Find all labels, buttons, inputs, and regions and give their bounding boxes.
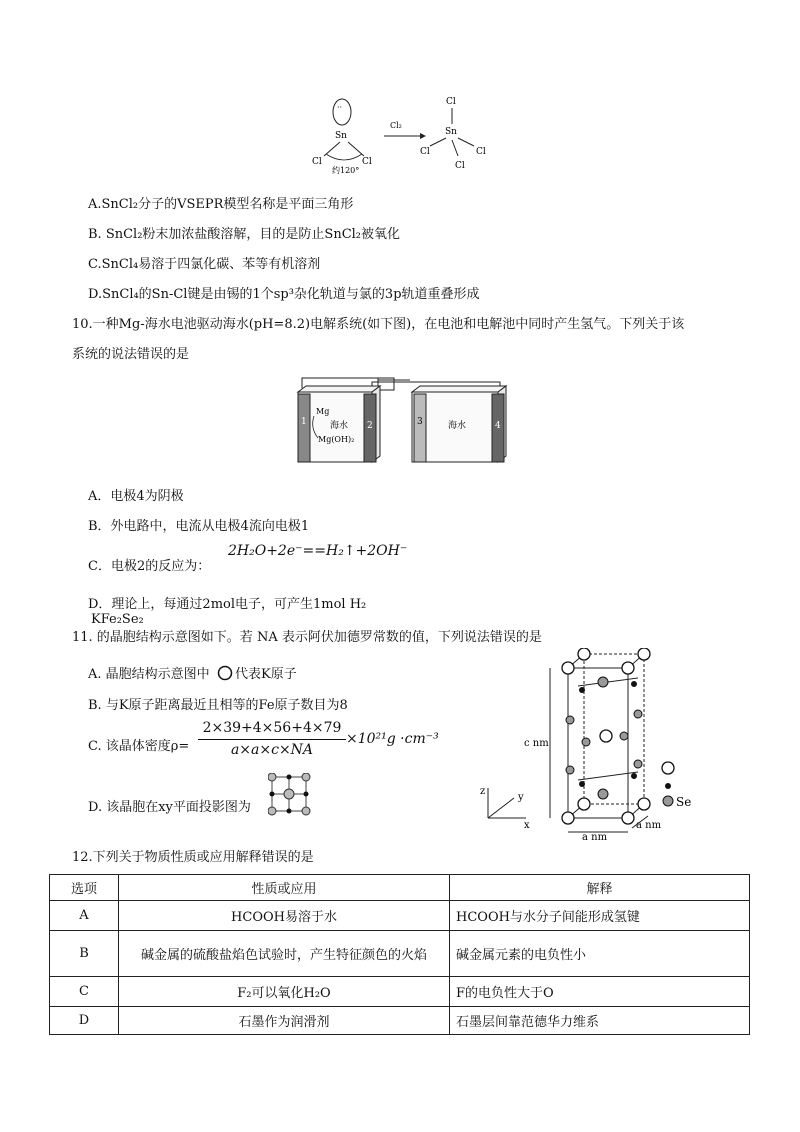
sn-cl-bond [458,138,474,146]
sn-cl-bond [452,140,458,156]
q10-option-d: D．理论上，每通过2mol电子，可产生1mol H₂ [88,597,367,612]
table-cell: HCOOH与水分子间能形成氢键 [450,901,750,931]
q11-option-c-label: C. 该晶体密度ρ= [88,739,190,754]
angle-arc [326,154,362,160]
q11-option-a-post: 代表K原子 [235,667,297,682]
xy-projection-figure [268,773,312,819]
electrode-1-label: 1 [301,417,307,427]
table-row [50,901,750,931]
q11-formula: KFe₂Se₂ [91,612,144,627]
table-cell: B [50,931,119,977]
table-header: 选项 [50,875,119,901]
table-cell: C [50,977,119,1007]
q9-option-c: C.SnCl₄易溶于四氯化碳、苯等有机溶剂 [88,257,321,272]
cl-label: Cl [312,157,322,167]
electrolysis-figure [288,372,518,468]
q9-option-b: B. SnCl₂粉末加浓盐酸溶解，目的是防止SnCl₂被氧化 [88,227,401,242]
b-nm-label: a nm [636,820,662,831]
electrode-4-label: 4 [495,421,501,431]
density-denominator: a×a×c×NA [230,742,314,758]
cl-label: Cl [455,161,465,171]
electrode-3 [414,394,426,462]
unit-cell-figure [478,648,698,843]
z-axis-label: z [480,786,486,797]
electrode-1 [298,394,310,462]
x-axis-label: x [524,820,530,831]
sn-label-right: Sn [445,127,457,137]
q11-option-a-pre: A. 晶胞结构示意图中 [88,667,210,682]
seawater-label-right: 海水 [448,421,467,431]
y-axis-label: y [518,792,524,803]
legend-fe-atom [665,783,671,789]
lone-pair-dots: ·· [337,103,343,112]
table-row [50,931,750,977]
electrode-3-label: 3 [417,417,423,427]
mgoh2-label: Mg(OH)₂ [318,435,355,444]
cl-label: Cl [362,157,372,167]
table-cell: HCOOH易溶于水 [119,901,450,931]
k-atom-symbol [217,665,233,681]
electrode-2-label: 2 [367,421,373,431]
table-cell: D [50,1007,119,1035]
table-cell: F₂可以氧化H₂O [119,977,450,1007]
table-cell: 碱金属的硫酸盐焰色试验时，产生特征颜色的火焰 [119,931,450,977]
legend-se-label: Se [676,795,692,809]
table-cell: 石墨层间靠范德华力维系 [450,1007,750,1035]
mg-label: Mg [316,407,330,416]
q10-stem-line1: 10.一种Mg-海水电池驱动海水(pH=8.2)电解系统(如下图)，在电池和电解池中同时产生氢气。下列关于该 [72,317,685,332]
a-nm-label: a nm [582,832,608,843]
q11-option-d: D. 该晶胞在xy平面投影图为 [88,800,251,815]
q10-option-a: A．电极4为阴极 [88,489,184,504]
fraction-bar [198,739,346,740]
sn-label-left: Sn [335,131,347,141]
cl-label: Cl [446,97,456,107]
density-numerator: 2×39+4×56+4×79 [202,720,342,736]
sncl-structure-figure [300,88,510,178]
q12-stem: 12.下列关于物质性质或应用解释错误的是 [72,850,314,865]
q11-stem: 11. 的晶胞结构示意图如下。若 NA 表示阿伏加德罗常数的值，下列说法错误的是 [72,630,542,645]
k-atom-center [600,730,612,742]
table-row [50,1007,750,1035]
seawater-label-left: 海水 [330,421,349,431]
legend-se-atom [663,796,673,806]
q10-option-c-label: C．电极2的反应为： [88,559,211,574]
table-header: 性质或应用 [119,875,450,901]
q10-stem-line2: 系统的说法错误的是 [72,347,190,362]
reagent-label: Cl₂ [390,121,402,130]
table-header: 解释 [450,875,750,901]
table-cell: F的电负性大于O [450,977,750,1007]
q9-option-a: A.SnCl₂分子的VSEPR模型名称是平面三角形 [88,197,354,212]
angle-label: 约120° [332,166,360,175]
c-nm-label: c nm [524,738,549,749]
cl-label: Cl [420,147,430,157]
q10-option-c-equation: 2H₂O+2e⁻==H₂↑+2OH⁻ [228,543,408,559]
q12-table [49,874,750,1035]
cl-label: Cl [476,147,486,157]
q11-option-b: B. 与K原子距离最近且相等的Fe原子数目为8 [88,698,348,713]
density-tail: ×10²¹g ·cm⁻³ [346,731,439,747]
q10-option-b: B．外电路中，电流从电极4流向电极1 [88,519,310,534]
table-row [50,977,750,1007]
legend-k-atom [662,762,674,774]
table-cell: 石墨作为润滑剂 [119,1007,450,1035]
sn-cl-bond [430,138,446,146]
reaction-arrow-head [420,133,426,139]
table-cell: 碱金属元素的电负性小 [450,931,750,977]
table-cell: A [50,901,119,931]
q9-option-d: D.SnCl₄的Sn-Cl键是由锡的1个sp³杂化轨道与氯的3p轨道重叠形成 [88,287,480,302]
